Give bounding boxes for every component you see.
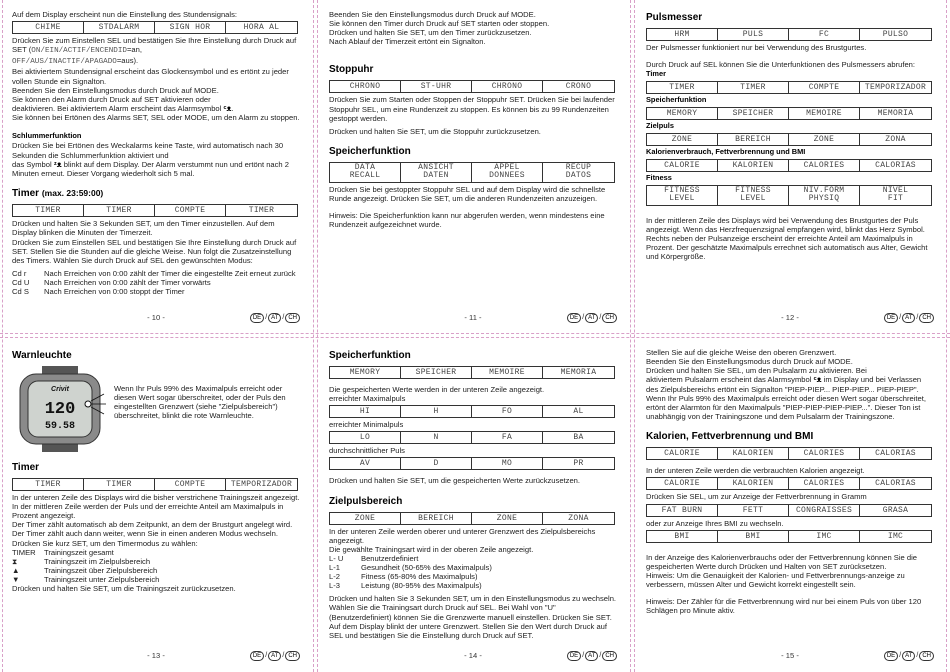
text: Beenden Sie den Einstellungsmodus durch Druck auf MODE.: [329, 10, 536, 19]
text: Drücken Sie bei Ertönen des Weckalarms keine Taste, wird automatisch nach 30 Sekunden die Schlummerfunktion aktiviert und: [12, 141, 284, 160]
text: Hinweis: Um die Genauigkeit der Kalorien- und Fettverbrennungs-anzeige zu verbessern, müssen Alter und Gewicht korrekt eingestellt sein.: [646, 570, 905, 590]
text: Auf dem Display erscheint nun die Einstellung des Stundensignals:: [12, 10, 237, 19]
lcd-chime: [12, 21, 298, 34]
lcd-cell: MEMORIA: [560, 368, 597, 377]
page-footer: [646, 313, 934, 325]
lcd-cell: TEMPORIZADOR: [864, 83, 927, 93]
lcd-cell: KALORIEN: [718, 478, 789, 489]
lcd-cell: ZONE: [789, 134, 860, 145]
lcd-cell: MEMORY: [330, 367, 401, 378]
text: Sie können den Alarm durch Druck auf SET aktivieren oder: [12, 94, 211, 104]
list-item: Cd r Nach Erreichen von 0:00 zählt der Timer die eingestellte Zeit erneut zurück: [12, 268, 296, 278]
list-item: ▲ Trainingszeit über Zielpulsbereich: [12, 565, 158, 575]
list-item: TIMER Trainingszeit gesamt: [12, 547, 114, 557]
text: Wählen Sie die Trainingsart durch Druck auf SEL. Bei Wahl von "U" (Benutzerdefiniert) können Sie die Grenzwerte manuell einstellen. Drücken Sie SET. Auf dem Display blinkt der untere Grenzwert. Stellen Sie den Wert durch Druck auf SEL und bestätigen Sie die Einstellung durch Druck auf SET.: [329, 603, 612, 640]
text: In der mittleren Zeile des Displays wird bei Verwendung des Brustgurtes der Puls angezeigt. Wenn das Herzfrequenzsignal empfangen wird, blinkt das Herz Symbol.: [646, 215, 925, 234]
text: Drücken und halten Sie SET, um die gespeicherten Werte zurückzusetzen.: [329, 476, 581, 486]
lcd-bmi: [646, 530, 932, 543]
cut-line: [313, 0, 314, 672]
lcd-cell: D: [401, 458, 472, 469]
lcd-cell: ST-UHR: [401, 81, 472, 92]
page-number: - 13 -: [147, 651, 165, 660]
lcd-cell: COMPTE: [155, 479, 226, 490]
list-item: L-1 Gesundheit (50-65% des Maximalpuls): [329, 562, 492, 572]
lcd-cell: ZONA: [568, 513, 589, 523]
text: Der Timer zählt automatisch ab dem Zeitpunkt, an dem der Brustgurt angelegt wird. Der Timer zählt auch dann weiter, wenn Sie in einen anderen Modus wechseln.: [12, 520, 293, 539]
lcd-cell: DATA RECALL: [330, 163, 401, 182]
page-number: - 15 -: [781, 651, 799, 660]
timer-mode-list: [12, 269, 300, 296]
lcd-cell: TIMER: [13, 205, 84, 216]
lcd-timer: [12, 204, 298, 217]
lcd-cell: CALORIAS: [875, 479, 916, 489]
lcd-cell: BEREICH: [718, 134, 789, 145]
page-number: - 11 -: [464, 313, 482, 322]
text: erreichter Minimalpuls: [329, 420, 404, 430]
text: Beenden Sie den Einstellungsmodus durch Druck auf MODE.: [646, 357, 853, 367]
watch-pulse: 120: [44, 400, 76, 419]
lcd-cell: PR: [573, 459, 584, 469]
lcd-stopwatch: [329, 80, 615, 93]
lcd-cell: CALORIE: [647, 160, 718, 171]
lcd-cell: BMI: [718, 531, 789, 542]
alarm-icon: ᶜᴥ: [813, 375, 822, 385]
country-flags: DE / AT / CH: [567, 651, 617, 661]
text: Drücken Sie bei gestoppter Stoppuhr SEL und auf dem Display wird die schnellste Runde angezeigt. Drücken Sie SET, um die anderen Rundenzeiten anzuzeigen.: [329, 184, 606, 203]
page-number: - 12 -: [781, 313, 799, 322]
page-footer: [329, 313, 617, 325]
lcd-cell: HRM: [647, 29, 718, 40]
lcd-cell: CHIME: [13, 22, 84, 33]
lcd-cell: PULSO: [882, 30, 909, 39]
lcd-cell: CALORIE: [647, 448, 718, 459]
lcd-cell: NIV.FORM PHYSIQ: [789, 186, 860, 205]
lcd-cell: ZONE: [472, 513, 543, 524]
lcd-memory: [329, 366, 615, 379]
lcd-cell: TIMER: [248, 206, 275, 216]
manual-page-13: [0, 338, 310, 667]
manual-page-11: [317, 0, 627, 329]
list-item: L- U Benutzerdefiniert: [329, 553, 419, 563]
text: In der unteren Zeile werden oberer und unterer Grenzwert des Zielpulsbereichs angezeigt.: [329, 526, 596, 545]
page-footer: [12, 313, 300, 325]
list-item: Cd U Nach Erreichen von 0:00 zählt der Timer vorwärts: [12, 278, 211, 288]
section-heading: Speicherfunktion: [646, 95, 707, 105]
lcd-calorie: [646, 447, 932, 460]
lcd-cell: FITNESS LEVEL: [718, 186, 789, 205]
section-title: Timer: [12, 462, 40, 473]
manual-page-15: [634, 338, 944, 667]
lcd-cell: MEMOIRE: [789, 108, 860, 119]
section-heading: Zielpuls: [646, 120, 674, 130]
lcd-timer: [12, 478, 298, 491]
lcd-calorie: [646, 159, 932, 172]
lcd-cell: SPEICHER: [401, 367, 472, 378]
lcd-cell: GRASA: [882, 505, 909, 515]
country-flags: DE / AT / CH: [567, 313, 617, 323]
lcd-cell: CHRONO: [330, 81, 401, 92]
text: Drücken Sie zum Starten oder Stoppen der Stoppuhr SET. Drücken Sie bei laufender Stoppuhr SEL, um eine Rundenzeit zu stoppen. Es können bis zu 99 Rundenzeiten gestoppt werden.: [329, 95, 615, 123]
lcd-cell: BEREICH: [401, 513, 472, 524]
watch-illustration: [12, 366, 108, 452]
lcd-cell: MEMORIA: [877, 108, 914, 118]
watch-brand: Crivit: [51, 386, 69, 393]
text: Beenden Sie den Einstellungsmodus durch Druck auf MODE.: [12, 85, 219, 95]
text: Drücken und halten Sie 3 Sekunden SET, um den Timer einzustellen. Auf dem Display blinken die Minuten der Timerzeit.: [12, 219, 275, 238]
lcd-cell: SIGN HOR: [155, 22, 226, 33]
lcd-cell: NIVEL FIT: [882, 185, 909, 204]
text: Sie können den Timer durch Druck auf SET starten oder stoppen.: [329, 19, 550, 29]
text: In der unteren Zeile des Displays wird die bisher verstrichene Trainingszeit angezeigt. In der mittleren Zeile werden der Puls und der erreichte Anteil am Maximalpuls in Prozent angezeigt.: [12, 493, 300, 521]
manual-page-12: [634, 0, 944, 329]
lcd-memory: [646, 107, 932, 120]
lcd-cell: CALORIES: [789, 478, 860, 489]
lcd-cell: STDALARM: [84, 22, 155, 33]
lcd-fatburn: [646, 504, 932, 517]
section-title: Pulsmesser: [646, 12, 703, 23]
lcd-cell: CHRONO: [472, 81, 543, 92]
page-footer: [646, 651, 934, 663]
lcd-cell: CALORIAS: [875, 160, 916, 170]
section-title: Zielpulsbereich: [329, 495, 403, 507]
lcd-cell: ZONA: [885, 134, 906, 144]
lcd-cell: BMI: [647, 531, 718, 542]
lcd-cell: APPEL DONNEES: [472, 163, 543, 182]
lcd-fitness: [646, 185, 932, 206]
text: In der unteren Zeile werden die verbrauchten Kalorien angezeigt.: [646, 466, 865, 476]
lcd-cell: H: [401, 406, 472, 417]
section-title: Timer (max. 23:59:00): [12, 188, 104, 200]
page-number: - 10 -: [147, 313, 165, 322]
text: Hinweis: Die Speicherfunktion kann nur abgerufen werden, wenn mindestens eine Rundenzeit aufgezeichnet wurde.: [329, 211, 605, 230]
lcd-cell: FITNESS LEVEL: [647, 186, 718, 205]
cut-line: [630, 0, 631, 672]
lcd-cell: FETT: [718, 505, 789, 516]
text: Der Pulsmesser funktioniert nur bei Verwendung des Brustgurtes.: [646, 43, 867, 52]
lcd-cell: TIMER: [84, 205, 155, 216]
cut-line: [946, 0, 947, 672]
lcd-cell: AV: [330, 458, 401, 469]
lcd-memory: [329, 162, 615, 183]
lcd-cell: ANSICHT DATEN: [401, 163, 472, 182]
watch-time: 59.58: [44, 421, 76, 432]
text: durchschnittlicher Puls: [329, 446, 405, 456]
lcd-cell: IMC: [887, 531, 904, 541]
text: oder zur Anzeige Ihres BMI zu wechseln.: [646, 518, 784, 528]
lcd-cell: TIMER: [647, 82, 718, 93]
text: Nach Ablauf der Timerzeit ertönt ein Signalton.: [329, 37, 486, 47]
section-title: Warnleuchte: [12, 350, 72, 361]
lcd-cell: TIMER: [718, 82, 789, 93]
page-number: - 14 -: [464, 651, 482, 660]
lcd-cell: CALORIAS: [875, 449, 916, 459]
text: Drücken und halten Sie SET, um den Timer zurückzusetzen.: [329, 28, 532, 38]
cut-line: [0, 333, 950, 334]
lcd-cell: COMPTE: [789, 82, 860, 93]
lcd-cell: TIMER: [84, 479, 155, 490]
timer-mode-list: [12, 548, 300, 584]
lcd-cell: CRONO: [565, 82, 592, 92]
text: Hinweis: Der Zähler für die Fettverbrennung wird nur bei einem Puls von über 120 Schlägen pro Minute aktiv.: [646, 597, 922, 616]
text: Die gespeicherten Werte werden in der unteren Zeile angezeigt.: [329, 385, 545, 394]
list-item: Cd S Nach Erreichen von 0:00 stoppt der Timer: [12, 287, 185, 297]
lcd-cell: FC: [789, 29, 860, 40]
page-footer: [329, 651, 617, 663]
section-title: Stoppuhr: [329, 64, 374, 76]
lcd-cell: SPEICHER: [718, 108, 789, 119]
lcd-cell: ZONE: [647, 134, 718, 145]
zone-list: [329, 554, 617, 590]
lcd-cell: HORA AL: [243, 23, 280, 33]
lcd-cell: MEMORY: [647, 108, 718, 119]
text: Drücken und halten Sie SET, um die Trainingszeit zurückzusetzen.: [12, 584, 236, 594]
lcd-zone: [329, 512, 615, 525]
lcd-cell: CALORIES: [789, 448, 860, 459]
text: erreichter Maximalpuls: [329, 394, 406, 404]
section-title: Kalorien, Fettverbrennung und BMI: [646, 431, 814, 443]
section-heading: Fitness: [646, 172, 672, 182]
lcd-max: [329, 405, 615, 418]
country-flags: DE / AT / CH: [884, 651, 934, 661]
lcd-cell: CONGRAISSES: [789, 505, 860, 516]
alarm-icon: ᶜᴥ: [223, 103, 232, 113]
section-heading: Schlummerfunktion: [12, 130, 82, 140]
country-flags: DE / AT / CH: [884, 313, 934, 323]
lcd-min: [329, 431, 615, 444]
lcd-zone: [646, 133, 932, 146]
lcd-cell: FAT BURN: [647, 505, 718, 516]
lcd-cell: LO: [330, 432, 401, 443]
section-heading: Kalorienverbrauch, Fettverbrennung und BMI: [646, 146, 806, 156]
manual-page-10: [0, 0, 310, 329]
text: Drücken und halten Sie 3 Sekunden SET, um in den Einstellungsmodus zu wechseln.: [329, 594, 617, 604]
list-item: L-2 Fitness (65-80% des Maximalpuls): [329, 572, 478, 582]
lcd-cell: RECUP DATOS: [565, 162, 592, 181]
text: das Symbol ᶻᴥ blinkt auf dem Display. Der Alarm verstummt nun und ertönt nach 2 Minuten erneut. Dieser Vorgang wiederholt sich 5 mal.: [12, 159, 289, 179]
section-title: Speicherfunktion: [329, 145, 411, 157]
text: Drücken und halten Sie SET, um die Stoppuhr zurückzusetzen.: [329, 126, 541, 136]
country-flags: DE / AT / CH: [250, 651, 300, 661]
page-footer: [12, 651, 300, 663]
text: Die gewählte Trainingsart wird in der oberen Zeile angezeigt.: [329, 544, 534, 554]
lcd-cell: IMC: [789, 531, 860, 542]
lcd-cell: FO: [472, 406, 543, 417]
lcd-cell: AL: [573, 407, 584, 417]
text: deaktivieren. Bei aktiviertem Alarm erscheint das Alarmsymbol ᶜᴥ.: [12, 103, 234, 113]
lcd-hrm: [646, 28, 932, 41]
list-item: ▼ Trainingszeit unter Zielpulsbereich: [12, 574, 160, 584]
text: In der Anzeige des Kalorienverbrauchs oder der Fettverbrennung können Sie die gespeicherten Werte durch Drücken und Halten von SET zurücksetzen.: [646, 552, 918, 571]
lcd-cell: KALORIEN: [718, 448, 789, 459]
text: Drücken Sie SEL, um zur Anzeige der Fettverbrennung in Gramm: [646, 492, 867, 502]
section-heading: Timer: [646, 69, 666, 79]
list-item: L-3 Leistung (80-95% des Maximalpuls): [329, 581, 482, 591]
lcd-cell: CALORIE: [647, 478, 718, 489]
lcd-cell: CALORIES: [789, 160, 860, 171]
lcd-cell: PULS: [718, 29, 789, 40]
lcd-timer: [646, 81, 932, 94]
lcd-cell: TEMPORIZADOR: [230, 480, 293, 489]
lcd-cell: N: [401, 432, 472, 443]
text: Drücken Sie zum Einstellen SEL und bestätigen Sie Ihre Einstellung durch Druck auf SET. Stellen Sie die Stunden auf die gleiche Weise. Nun folgt die Zusatzeinstellung des Timers. Wählen Sie durch Druck auf SEL den gewünschten Modus:: [12, 237, 297, 265]
lcd-cell: KALORIEN: [718, 160, 789, 171]
lcd-cell: TIMER: [13, 479, 84, 490]
lcd-cell: MO: [472, 458, 543, 469]
snooze-icon: ᶻᴥ: [53, 159, 62, 169]
manual-page-14: [317, 338, 627, 667]
text: Drücken und halten Sie SEL, um den Pulsalarm zu aktivieren. Bei: [646, 366, 867, 376]
lcd-cell: FA: [472, 432, 543, 443]
country-flags: DE / AT / CH: [250, 313, 300, 323]
lcd-calorie: [646, 477, 932, 490]
text: Drücken Sie zum Einstellen SEL und bestätigen Sie Ihre Einstellung durch Druck auf SET (ON/EIN/ACTIF/ENCENDID=an, OFF/AUS/INACTIF/APAGADO=aus).: [12, 36, 297, 67]
lcd-cell: MEMOIRE: [472, 367, 543, 378]
lcd-cell: ZONE: [330, 513, 401, 524]
text: aktiviertem Pulsalarm erscheint das Alarmsymbol ᶜᴥ im Display und bei Verlassen des Zielpulsbereichs ertönt ein Signalton "PIEP-PIEP... PIEP-PIEP... PIEP-PIEP". Wenn Ihr Puls 99% des Maximalpuls erreicht oder diesen Wert sogar überschreitet, ertönt der Alarmton für den Maximalpuls "PIEP-PIEP-PIEP-PIEP...". Dieser Ton ist unabhängig von der Trainingszone und dem Pulsalarm der Trainingszone.: [646, 375, 926, 422]
text: Sie können bei Ertönen des Alarms SET, SEL oder MODE, um den Alarm zu stoppen.: [12, 113, 300, 123]
text: Stellen Sie auf die gleiche Weise den oberen Grenzwert.: [646, 348, 837, 357]
text: Drücken Sie kurz SET, um den Timermodus zu wählen:: [12, 538, 198, 548]
text: Wenn Ihr Puls 99% des Maximalpuls erreicht oder diesen Wert sogar überschreitet, oder der Puls den eingestellten Grenzwert (siehe "Zielpulsbereich") überschreitet, blinkt die rote Warnleuchte.: [114, 384, 286, 421]
text: Bei aktiviertem Stundensignal erscheint das Glockensymbol und es ertönt zu jeder vollen Stunde ein Signalton.: [12, 67, 289, 86]
section-title: Speicherfunktion: [329, 350, 411, 361]
lcd-avg: [329, 457, 615, 470]
text: Rechts neben der Pulsanzeige erscheint der erreichte Anteil am Maximalpuls in Prozent. Der geschätzte Maximalpuls errechnet sich automatisch aus Alter, Gewicht und Körpergröße.: [646, 233, 928, 262]
lcd-cell: COMPTE: [155, 205, 226, 216]
lcd-cell: HI: [330, 406, 401, 417]
list-item: ⧗ Trainingszeit im Zielpulsbereich: [12, 556, 151, 566]
text: Durch Druck auf SEL können Sie die Unterfunktionen des Pulsmessers abrufen:: [646, 60, 916, 70]
lcd-cell: BA: [573, 433, 584, 443]
